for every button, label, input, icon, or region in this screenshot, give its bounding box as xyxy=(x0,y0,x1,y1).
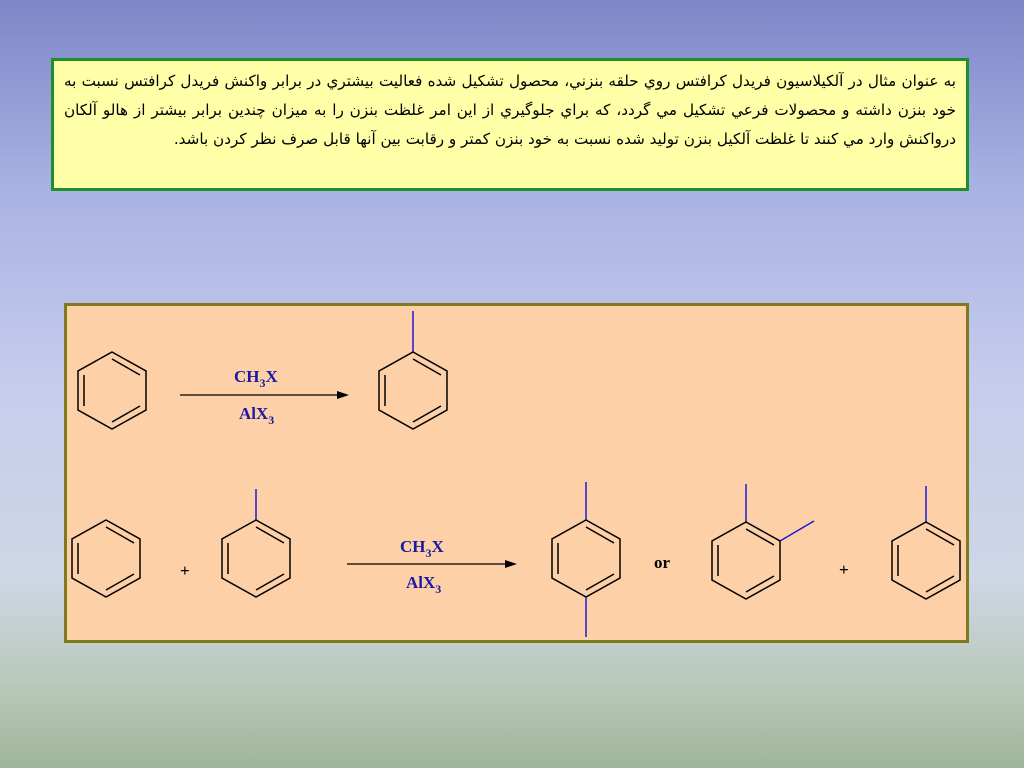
description-paragraph: به عنوان مثال در آلكيلاسيون فريدل كرافتس روي حلقه بنزني، محصول تشكيل شده فعاليت بيشتري در برابر واكنش فريدل كرافتس نسبت به خود بنزن داشته و محصولات فرعي تشكيل مي گردد، كه براي جلوگيري از اين امر غلظت بنزن را به ميزان چندين برابر بيشتر از هالو آلكان درواكنش وارد مي كنند تا غلظت آلكيل بنزن توليد شده نسبت به خود بنزن كمتر و رقابت بين آنها قابل صرف نظر كردن باشد. xyxy=(64,72,956,148)
reagent-methyl-halide-2: $CH_3X$ xyxy=(400,537,444,560)
ortho-xylene-product xyxy=(712,484,814,599)
plus-sign-left: + xyxy=(180,561,190,580)
catalyst-aluminum-halide-2: AlX$_3$ xyxy=(406,573,442,596)
or-label: or xyxy=(654,553,671,572)
toluene-remaining xyxy=(892,486,960,599)
toluene-product-1 xyxy=(379,311,447,429)
benzene-reactant-1 xyxy=(78,352,146,429)
reaction-arrow-1 xyxy=(180,391,349,399)
para-xylene-product xyxy=(552,482,620,637)
toluene-reactant-2 xyxy=(222,489,290,597)
reagent-methyl-halide-1: $CH_3X$ xyxy=(234,367,278,390)
plus-sign-right: + xyxy=(839,560,849,579)
benzene-reactant-2 xyxy=(72,520,140,597)
description-text-box xyxy=(51,58,969,191)
reaction-diagram-panel xyxy=(64,303,969,643)
reaction-diagram xyxy=(67,306,966,640)
reaction-arrow-2 xyxy=(347,560,517,568)
catalyst-aluminum-halide-1: AlX$_3$ xyxy=(239,404,275,427)
